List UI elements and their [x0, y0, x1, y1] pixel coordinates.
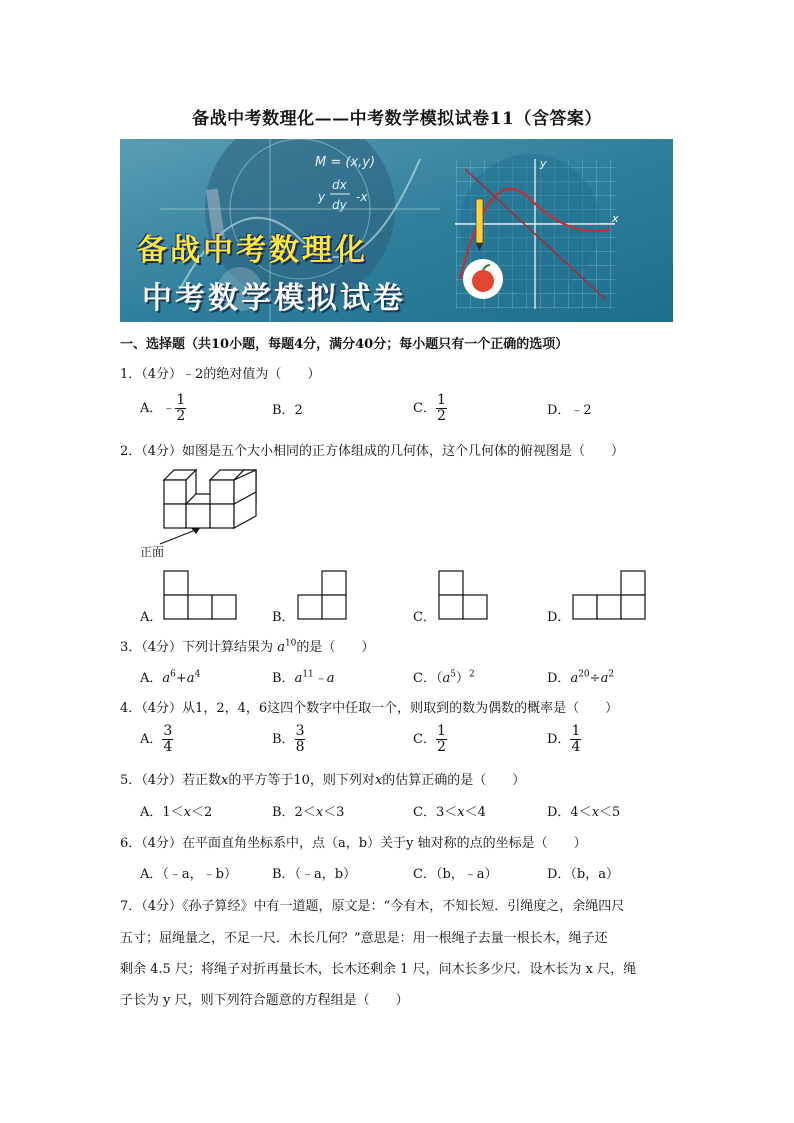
q5-b-left: B．2＜ — [272, 805, 316, 820]
q5-b-var: x — [315, 805, 324, 820]
q5-a-right: ＜2 — [191, 805, 213, 820]
q5-c-left: C．3＜ — [413, 805, 458, 820]
q2-view-a — [163, 570, 237, 620]
q4-c-num: 1 — [436, 723, 446, 739]
q1-c-num: 1 — [436, 392, 446, 408]
q3-c-e: 5 — [450, 669, 456, 680]
q3-a-e1: 6 — [170, 669, 176, 680]
q1-option-a — [140, 393, 186, 424]
q1-a-fraction — [175, 393, 186, 424]
q4-a-fraction — [162, 724, 173, 755]
q2-view-b — [297, 570, 349, 620]
q4-c-fraction — [436, 724, 447, 755]
q2-solid-figure — [130, 468, 270, 548]
q7-line-3: 剩余 4.5 尺；将绳子对折再量长木，长木还剩余 1 尺，问木长多少尺．设木长为 x 尺，绳 — [120, 962, 637, 977]
q5-stem-pre: 5．（4分）若正数 — [120, 773, 222, 788]
q1-c-den: 2 — [436, 408, 446, 424]
q3-a-pre: A． — [140, 671, 163, 686]
q5-stem-mid: 的平方等于10，则下列对 — [228, 773, 375, 788]
section-heading: 一、选择题（共10小题，每题4分，满分40分；每小题只有一个正确的选项） — [120, 337, 569, 352]
q6-option-b: B．（﹣a，b） — [272, 867, 357, 882]
q5-var-2: x — [374, 773, 383, 788]
q3-stem — [120, 636, 374, 655]
q2-option-b: B． — [272, 610, 295, 625]
q3-option-d — [547, 667, 614, 686]
q3-d-pre: D． — [547, 671, 571, 686]
q5-d-var: x — [591, 805, 600, 820]
q3-stem-post: 的是（ ） — [296, 640, 375, 655]
q2-view-d — [572, 570, 648, 620]
q1-stem: 1．（4分）﹣2的绝对值为（ ） — [120, 367, 321, 382]
q3-c-post: ） — [455, 671, 469, 686]
q6-option-d: D．（b，a） — [547, 867, 619, 882]
q4-b-label: B． — [272, 732, 295, 747]
q3-option-a — [140, 667, 200, 686]
q1-a-den: 2 — [176, 408, 186, 424]
banner-axis-y: y — [540, 157, 547, 170]
q1-a-num: 1 — [176, 392, 186, 408]
q5-option-b — [272, 801, 344, 820]
q4-c-den: 2 — [436, 739, 446, 755]
q3-d-b2: a — [600, 671, 609, 686]
q3-d-e2: 2 — [608, 669, 615, 680]
banner-formula-y: y — [318, 190, 326, 204]
banner-formula-x: -x — [356, 190, 368, 204]
q3-stem-pre: 3．（4分）下列计算结果为 — [120, 640, 278, 655]
q4-option-c — [413, 724, 447, 755]
q4-a-num: 3 — [163, 723, 173, 739]
q1-option-b: B．2 — [272, 403, 303, 418]
q1-c-fraction — [436, 393, 447, 424]
banner-subheading: 中考数学模拟试卷 — [142, 281, 406, 316]
q2-option-a: A． — [140, 610, 163, 625]
page-title: 备战中考数理化——中考数学模拟试卷11（含答案） — [192, 109, 602, 129]
q4-b-fraction — [295, 724, 306, 755]
q4-d-num: 1 — [571, 723, 581, 739]
q6-option-c: C．（b，﹣a） — [413, 867, 498, 882]
q2-view-c — [438, 570, 490, 620]
q3-d-op: ÷ — [589, 671, 601, 686]
banner-heading: 备战中考数理化 — [137, 233, 368, 268]
q7-line-2: 五寸；屈绳量之，不足一尺．木长几何？”意思是：用一根绳子去量一根长木，绳子还 — [120, 931, 608, 946]
q1-a-label: A． — [140, 401, 163, 416]
q4-option-d — [547, 724, 581, 755]
q3-b-pre: B． — [272, 671, 295, 686]
q5-d-left: D．4＜ — [547, 805, 592, 820]
q4-option-b — [272, 724, 305, 755]
q3-a-b1: a — [162, 671, 171, 686]
q2-option-c: C． — [413, 610, 436, 625]
q3-d-e1: 20 — [578, 669, 590, 680]
q6-stem: 6．（4分）在平面直角坐标系中，点（a，b）关于y 轴对称的点的坐标是（ ） — [120, 836, 587, 851]
q1-c-label: C． — [413, 401, 436, 416]
q4-d-label: D． — [547, 732, 571, 747]
banner-formula-dy: dy — [332, 198, 347, 212]
q1-a-sign: ﹣ — [162, 401, 176, 416]
q5-b-right: ＜3 — [323, 805, 345, 820]
banner-axis-x: x — [612, 212, 619, 225]
q2-option-d: D． — [547, 610, 571, 625]
q4-c-label: C． — [413, 732, 436, 747]
q3-stem-base: a — [277, 640, 285, 655]
q1-option-d: D．﹣2 — [547, 403, 592, 418]
q2-front-label: 正面 — [140, 545, 165, 559]
q3-a-b2: a — [186, 671, 195, 686]
q5-option-c — [413, 801, 486, 820]
q5-option-a — [140, 801, 212, 820]
banner-formula-m: M = (x,y) — [315, 155, 376, 170]
q7-line-4: 子长为 y 尺，则下列符合题意的方程组是（ ） — [120, 993, 409, 1008]
q4-b-num: 3 — [295, 723, 305, 739]
q3-d-b1: a — [570, 671, 579, 686]
q3-c-b: a — [442, 671, 451, 686]
q3-option-b — [272, 667, 335, 686]
q4-b-den: 8 — [295, 739, 305, 755]
q5-a-left: A．1＜ — [140, 805, 184, 820]
q2-stem: 2．（4分）如图是五个大小相同的正方体组成的几何体，这个几何体的俯视图是（ ） — [120, 444, 625, 459]
q7-line-1: 7．（4分）《孙子算经》中有一道题，原文是：“今有木，不知长短．引绳度之，余绳四尺 — [120, 899, 625, 914]
q5-option-d — [547, 801, 620, 820]
q3-b-e1: 11 — [302, 669, 314, 680]
q4-option-a — [140, 724, 173, 755]
q5-stem-post: 的估算正确的是（ ） — [382, 773, 526, 788]
q4-d-fraction — [570, 724, 581, 755]
q3-b-rest: ﹣a — [313, 671, 335, 686]
q1-option-c — [413, 393, 447, 424]
q3-c-e2: 2 — [468, 669, 475, 680]
q4-a-den: 4 — [163, 739, 173, 755]
q3-stem-exp: 10 — [284, 638, 297, 649]
q6-option-a: A．（﹣a，﹣b） — [140, 867, 237, 882]
q4-a-label: A． — [140, 732, 163, 747]
q3-option-c — [413, 667, 475, 686]
q4-d-den: 4 — [571, 739, 581, 755]
q5-c-right: ＜4 — [464, 805, 486, 820]
q5-a-var: x — [183, 805, 192, 820]
q3-b-b1: a — [294, 671, 303, 686]
banner-formula-dx: dx — [332, 178, 347, 192]
q5-d-right: ＜5 — [599, 805, 621, 820]
q3-a-e2: 4 — [194, 669, 201, 680]
q5-var-1: x — [221, 773, 229, 788]
q3-c-pre: C．（ — [413, 671, 443, 686]
q4-stem: 4．（4分）从1，2，4，6这四个数字中任取一个，则取到的数为偶数的概率是（ ） — [120, 701, 619, 716]
q3-a-op: + — [175, 671, 187, 686]
banner-image — [120, 139, 673, 322]
q5-stem — [120, 769, 525, 788]
q5-c-var: x — [457, 805, 465, 820]
